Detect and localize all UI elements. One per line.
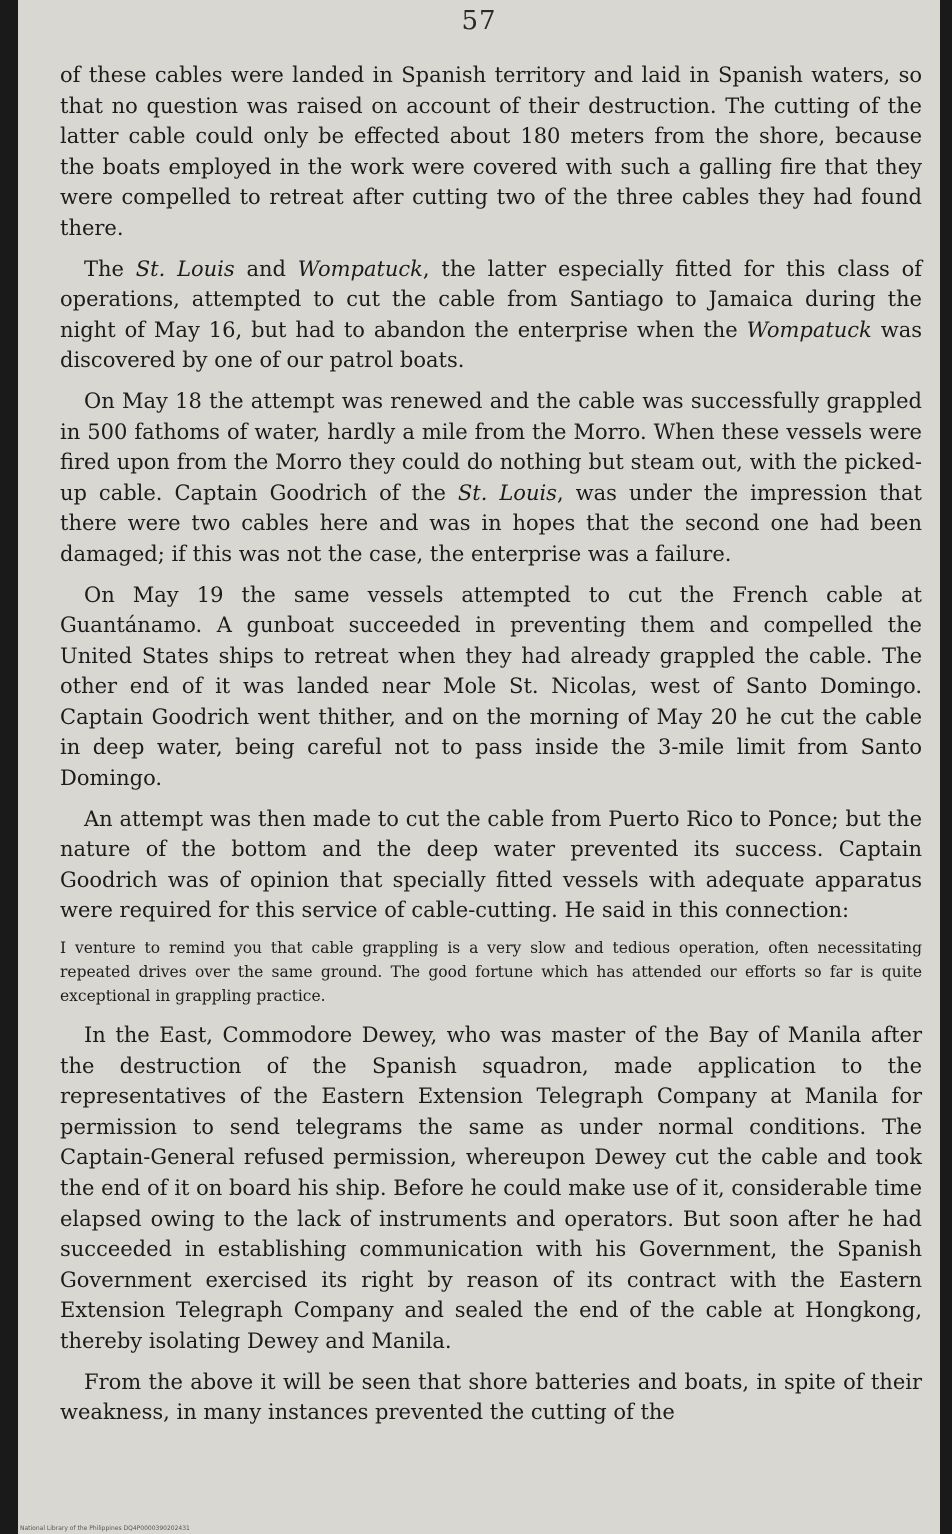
scan-footer: National Library of the Philippines DQ4P0000390202431 xyxy=(20,1525,190,1532)
page-number: 57 xyxy=(461,6,497,36)
ship-name: St. Louis xyxy=(457,480,557,505)
paragraph-7: From the above it will be seen that shore batteries and boats, in spite of their weakness, in many instances prevented the cutting of the xyxy=(60,1369,922,1425)
block-quote: I venture to remind you that cable grappling is a very slow and tedious operation, often necessitating repeated drives over the same ground. The good fortune which has attended our efforts so far is quite exceptional in grappling practice. xyxy=(60,939,922,1006)
paragraph-4: On May 19 the same vessels attempted to cut the French cable at Guantánamo. A gunboat succeeded in preventing them and compelled the United States ships to retreat when they had already grappled the cable. The other end of it was landed near Mole St. Nicolas, west of Santo Domingo. Captain Goodrich went thither, and on the morning of May 20 he cut the cable in deep water, being careful not to pass inside the 3-mile limit from Santo Domingo. xyxy=(60,582,922,791)
ship-name: Wompatuck xyxy=(297,256,423,281)
paragraph-5: An attempt was then made to cut the cable from Puerto Rico to Ponce; but the nature of the bottom and the deep water prevented its success. Captain Goodrich was of opinion that specially fitted vessels with adequate apparatus were required for this service of cable-cutting. He said in this connection: xyxy=(60,806,922,923)
paragraph-1: of these cables were landed in Spanish territory and laid in Spanish waters, so that no question was raised on account of their destruction. The cutting of the latter cable could only be effected about 180 meters from the shore, because the boats employed in the work were covered with such a galling fire that they were compelled to retreat after cutting two of the three cables they had found there. xyxy=(60,63,922,240)
paragraph-6: In the East, Commodore Dewey, who was master of the Bay of Manila after the destruction of the Spanish squadron, made application to the representatives of the Eastern Extension Telegraph Company at Manila for permission to send telegrams the same as under normal conditions. The Captain-General refused permission, whereupon Dewey cut the cable and took the end of it on board his ship. Before he could make use of it, considerable time elapsed owing to the lack of instruments and operators. But soon after he had succeeded in establishing communication with his Government, the Spanish Government exercised its right by reason of its contract with the Eastern Extension Telegraph Company and sealed the end of the cable at Hongkong, thereby isolating Dewey and Manila. xyxy=(60,1023,922,1353)
ship-name: St. Louis xyxy=(135,256,235,281)
paragraph-2: The St. Louis and Wompatuck, the latter especially fitted for this class of operations, attempted to cut the cable from Santiago to Jamaica during the night of May 16, but had to abandon the enterprise when the Wompatuck was discovered by one of our patrol boats. xyxy=(60,256,923,373)
page-body xyxy=(60,60,922,1438)
paragraph-3: On May 18 the attempt was renewed and the cable was successfully grappled in 500 fathoms of water, hardly a mile from the Morro. When these vessels were fired upon from the Morro they could do nothing but steam out, with the picked-up cable. Captain Goodrich of the St. Louis, was under the impression that there were two cables here and was in hopes that the second one had been damaged; if this was not the case, the enterprise was a failure. xyxy=(60,388,922,566)
document-page xyxy=(18,0,940,1534)
ship-name: Wompatuck xyxy=(746,317,872,342)
